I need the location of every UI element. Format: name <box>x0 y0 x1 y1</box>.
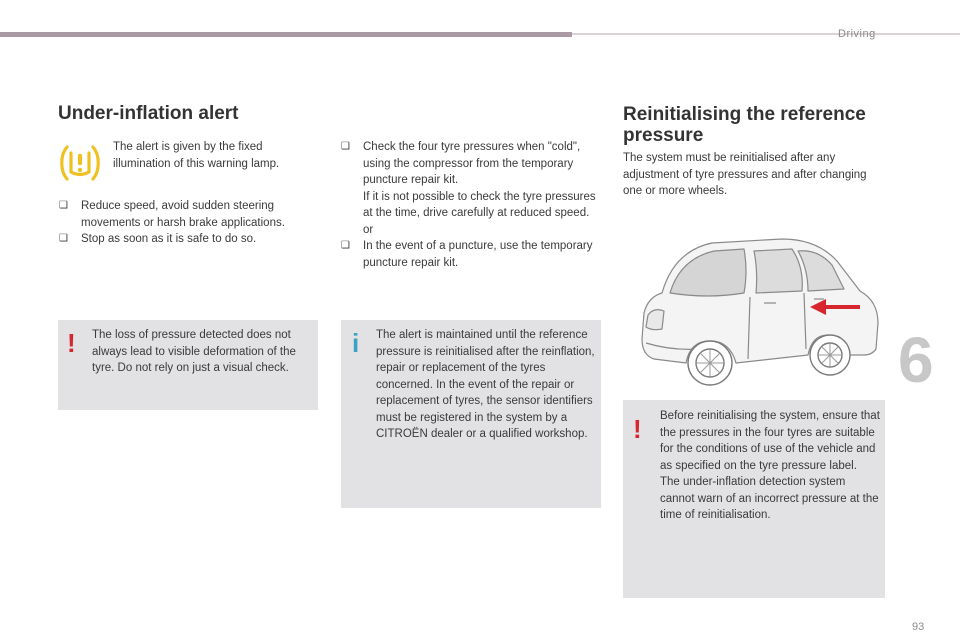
checkbox-bullet-icon: ❑ <box>341 141 350 152</box>
middle-column <box>341 139 603 271</box>
reinitialise-warning-text-1: Before reinitialising the system, ensure that the pressures in the four tyres are suitable for the conditions of use of the vehicle and as specified on the tyre pressure label. <box>660 410 880 472</box>
or-text: or <box>363 223 374 236</box>
checkbox-bullet-icon: ❑ <box>59 200 68 211</box>
reinitialise-title: Reinitialising the reference pressure <box>623 104 866 146</box>
exclamation-icon: ! <box>67 328 76 358</box>
list-item <box>59 198 304 231</box>
car-illustration-icon <box>632 231 882 396</box>
bullet-text: Reduce speed, avoid sudden steering movements or harsh brake applications. <box>81 200 285 229</box>
checkbox-bullet-icon: ❑ <box>341 240 350 251</box>
info-icon: i <box>352 328 360 358</box>
header-accent-bar <box>0 32 572 37</box>
checkbox-bullet-icon: ❑ <box>59 233 68 244</box>
section-label: Driving <box>838 28 876 40</box>
under-inflation-title: Under-inflation alert <box>58 103 239 124</box>
bullet-text: Stop as soon as it is safe to do so. <box>81 233 257 245</box>
continuation-text: If it is not possible to check the tyre pressures at the time, drive carefully at reduced speed. <box>363 190 596 219</box>
warning-note: The loss of pressure detected does not always lead to visible deformation of the tyre. Do not rely on just a visual check. <box>92 329 296 374</box>
header-rule <box>572 33 960 35</box>
reinitialise-warning-note <box>660 408 882 524</box>
exclamation-icon: ! <box>633 414 642 444</box>
chapter-number: 6 <box>898 324 934 396</box>
bullet-text: In the event of a puncture, use the temporary puncture repair kit. <box>363 240 593 269</box>
info-box <box>341 320 601 508</box>
reinitialise-intro: The system must be reinitialised after any adjustment of tyre pressures and after changing one or more wheels. <box>623 152 867 197</box>
tyre-pressure-warning-lamp-icon <box>58 141 102 185</box>
list-item <box>59 231 304 248</box>
lamp-description: The alert is given by the fixed illumination of this warning lamp. <box>113 141 280 170</box>
info-note: The alert is maintained until the reference pressure is reinitialised after the reinflation, repair or replacement of the tyres concerned. In the event of the repair or replacement of tyres, the sensor identifiers must be registered in the system by a CITROËN dealer or a qualified workshop. <box>376 329 595 440</box>
reinitialise-warning-box <box>623 400 885 598</box>
bullet-text: Check the four tyre pressures when "cold", using the compressor from the temporary puncture repair kit. <box>363 141 581 186</box>
reinitialise-warning-text-2: The under-inflation detection system cannot warn of an incorrect pressure at the time of reinitialisation. <box>660 476 879 521</box>
list-item <box>341 238 603 271</box>
left-bullet-list <box>59 198 304 248</box>
warning-box <box>58 320 318 410</box>
list-item <box>341 139 603 189</box>
page-number: 93 <box>912 621 925 633</box>
